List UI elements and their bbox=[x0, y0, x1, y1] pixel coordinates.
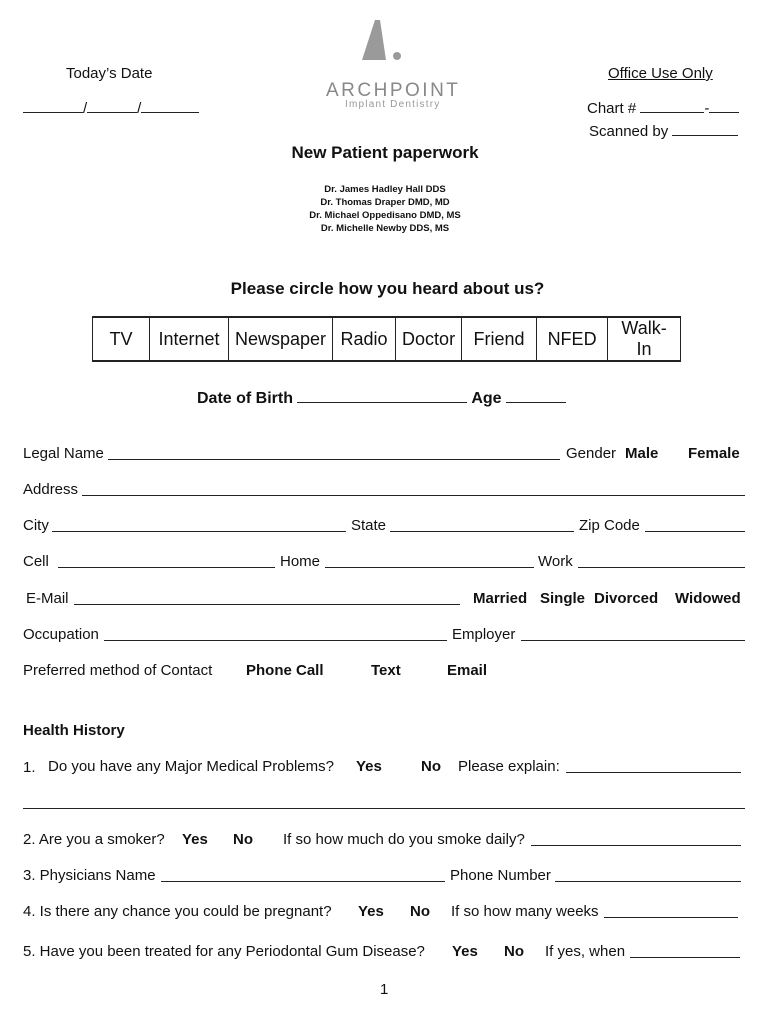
q2-no-option[interactable]: No bbox=[233, 831, 253, 848]
referral-option-newspaper[interactable]: Newspaper bbox=[229, 317, 333, 361]
referral-option-radio[interactable]: Radio bbox=[333, 317, 396, 361]
contact-method-label: Preferred method of Contact bbox=[23, 662, 213, 679]
q5-more-label: If yes, when bbox=[545, 943, 626, 960]
logo-name: ARCHPOINT bbox=[326, 80, 461, 101]
q4-question: 4. Is there any chance you could be pregnant? bbox=[23, 903, 332, 920]
q2-question: 2. Are you a smoker? bbox=[23, 831, 165, 848]
legal-name-label: Legal Name bbox=[23, 445, 104, 462]
referral-question: Please circle how you heard about us? bbox=[230, 279, 545, 298]
doctor-name: Dr. James Hadley Hall DDS bbox=[324, 184, 446, 195]
referral-options-table bbox=[92, 316, 681, 362]
age-field[interactable] bbox=[506, 390, 566, 403]
date-slash: / bbox=[83, 100, 88, 117]
chart-number-field[interactable] bbox=[587, 100, 739, 117]
q1-explain-label: Please explain: bbox=[458, 758, 560, 775]
date-slash: / bbox=[137, 100, 142, 117]
q4-yes-option[interactable]: Yes bbox=[358, 903, 384, 920]
address-field[interactable] bbox=[82, 483, 745, 496]
page-title: New Patient paperwork bbox=[291, 143, 479, 162]
doctor-name: Dr. Michelle Newby DDS, MS bbox=[320, 223, 450, 234]
marital-single-option[interactable]: Single bbox=[540, 590, 586, 607]
q1-yes-option[interactable]: Yes bbox=[356, 758, 382, 775]
occupation-label: Occupation bbox=[23, 626, 99, 643]
gender-label: Gender bbox=[566, 445, 617, 462]
q3-physician-field[interactable] bbox=[161, 869, 445, 882]
q2-more-label: If so how much do you smoke daily? bbox=[283, 831, 525, 848]
referral-option-friend[interactable]: Friend bbox=[462, 317, 537, 361]
todays-date-field[interactable] bbox=[23, 100, 199, 117]
employer-field[interactable] bbox=[521, 628, 745, 641]
q3-phone-field[interactable] bbox=[555, 869, 741, 882]
logo-subtitle: Implant Dentistry bbox=[345, 99, 441, 110]
city-label: City bbox=[23, 517, 49, 534]
home-field[interactable] bbox=[325, 555, 534, 568]
marital-divorced-option[interactable]: Divorced bbox=[594, 590, 659, 607]
q5-question: 5. Have you been treated for any Periodontal Gum Disease? bbox=[23, 943, 425, 960]
email-label: E-Mail bbox=[26, 590, 69, 607]
employer-label: Employer bbox=[452, 626, 516, 643]
q5-no-option[interactable]: No bbox=[504, 943, 524, 960]
dob-label: Date of Birth bbox=[197, 390, 293, 407]
legal-name-field[interactable] bbox=[108, 447, 560, 460]
page-number: 1 bbox=[380, 981, 389, 998]
city-field[interactable] bbox=[52, 519, 346, 532]
dob-field[interactable] bbox=[297, 390, 467, 403]
office-use-label: Office Use Only bbox=[608, 65, 713, 82]
q1-no-option[interactable]: No bbox=[421, 758, 441, 775]
q1-explain-field[interactable] bbox=[566, 760, 741, 773]
email-field[interactable] bbox=[74, 592, 460, 605]
q1-question: Do you have any Major Medical Problems? bbox=[48, 758, 334, 775]
referral-option-tv[interactable]: TV bbox=[93, 317, 150, 361]
marital-married-option[interactable]: Married bbox=[473, 590, 528, 607]
marital-widowed-option[interactable]: Widowed bbox=[675, 590, 741, 607]
gender-female-option[interactable]: Female bbox=[688, 445, 740, 462]
todays-date-label: Today’s Date bbox=[66, 65, 153, 82]
referral-option-doctor[interactable]: Doctor bbox=[396, 317, 462, 361]
address-label: Address bbox=[23, 481, 79, 498]
cell-field[interactable] bbox=[58, 555, 275, 568]
q4-weeks-field[interactable] bbox=[604, 905, 738, 918]
q2-amount-field[interactable] bbox=[531, 833, 741, 846]
q4-no-option[interactable]: No bbox=[410, 903, 430, 920]
q3-physician-label: 3. Physicians Name bbox=[23, 867, 156, 884]
q4-more-label: If so how many weeks bbox=[451, 903, 599, 920]
q1-number: 1. bbox=[23, 759, 36, 776]
scanned-by-field[interactable] bbox=[589, 123, 738, 140]
health-history-heading: Health History bbox=[23, 722, 125, 739]
doctor-name: Dr. Thomas Draper DMD, MD bbox=[320, 197, 450, 208]
chart-label: Chart # bbox=[587, 100, 637, 117]
q5-when-field[interactable] bbox=[630, 945, 740, 958]
contact-text-option[interactable]: Text bbox=[371, 662, 401, 679]
age-label: Age bbox=[471, 390, 502, 407]
q5-yes-option[interactable]: Yes bbox=[452, 943, 478, 960]
q1-explain-field-continued[interactable] bbox=[23, 796, 745, 809]
chart-sep: - bbox=[704, 100, 710, 117]
doctor-name: Dr. Michael Oppedisano DMD, MS bbox=[309, 210, 461, 221]
work-label: Work bbox=[538, 553, 573, 570]
q2-yes-option[interactable]: Yes bbox=[182, 831, 208, 848]
state-field[interactable] bbox=[390, 519, 574, 532]
zip-field[interactable] bbox=[645, 519, 745, 532]
occupation-field[interactable] bbox=[104, 628, 447, 641]
contact-phone-option[interactable]: Phone Call bbox=[246, 662, 324, 679]
doctor-list bbox=[0, 183, 770, 235]
referral-option-walk-in[interactable]: Walk-In bbox=[608, 317, 681, 361]
referral-option-nfed[interactable]: NFED bbox=[537, 317, 608, 361]
work-field[interactable] bbox=[578, 555, 745, 568]
state-label: State bbox=[351, 517, 387, 534]
scanned-label: Scanned by bbox=[589, 123, 669, 140]
zip-label: Zip Code bbox=[579, 517, 640, 534]
referral-option-internet[interactable]: Internet bbox=[150, 317, 229, 361]
home-label: Home bbox=[280, 553, 321, 570]
archpoint-logo-icon bbox=[356, 18, 416, 64]
contact-email-option[interactable]: Email bbox=[447, 662, 488, 679]
cell-label: Cell bbox=[23, 553, 49, 570]
q3-phone-label: Phone Number bbox=[450, 867, 551, 884]
dob-row bbox=[197, 390, 566, 408]
gender-male-option[interactable]: Male bbox=[625, 445, 659, 462]
